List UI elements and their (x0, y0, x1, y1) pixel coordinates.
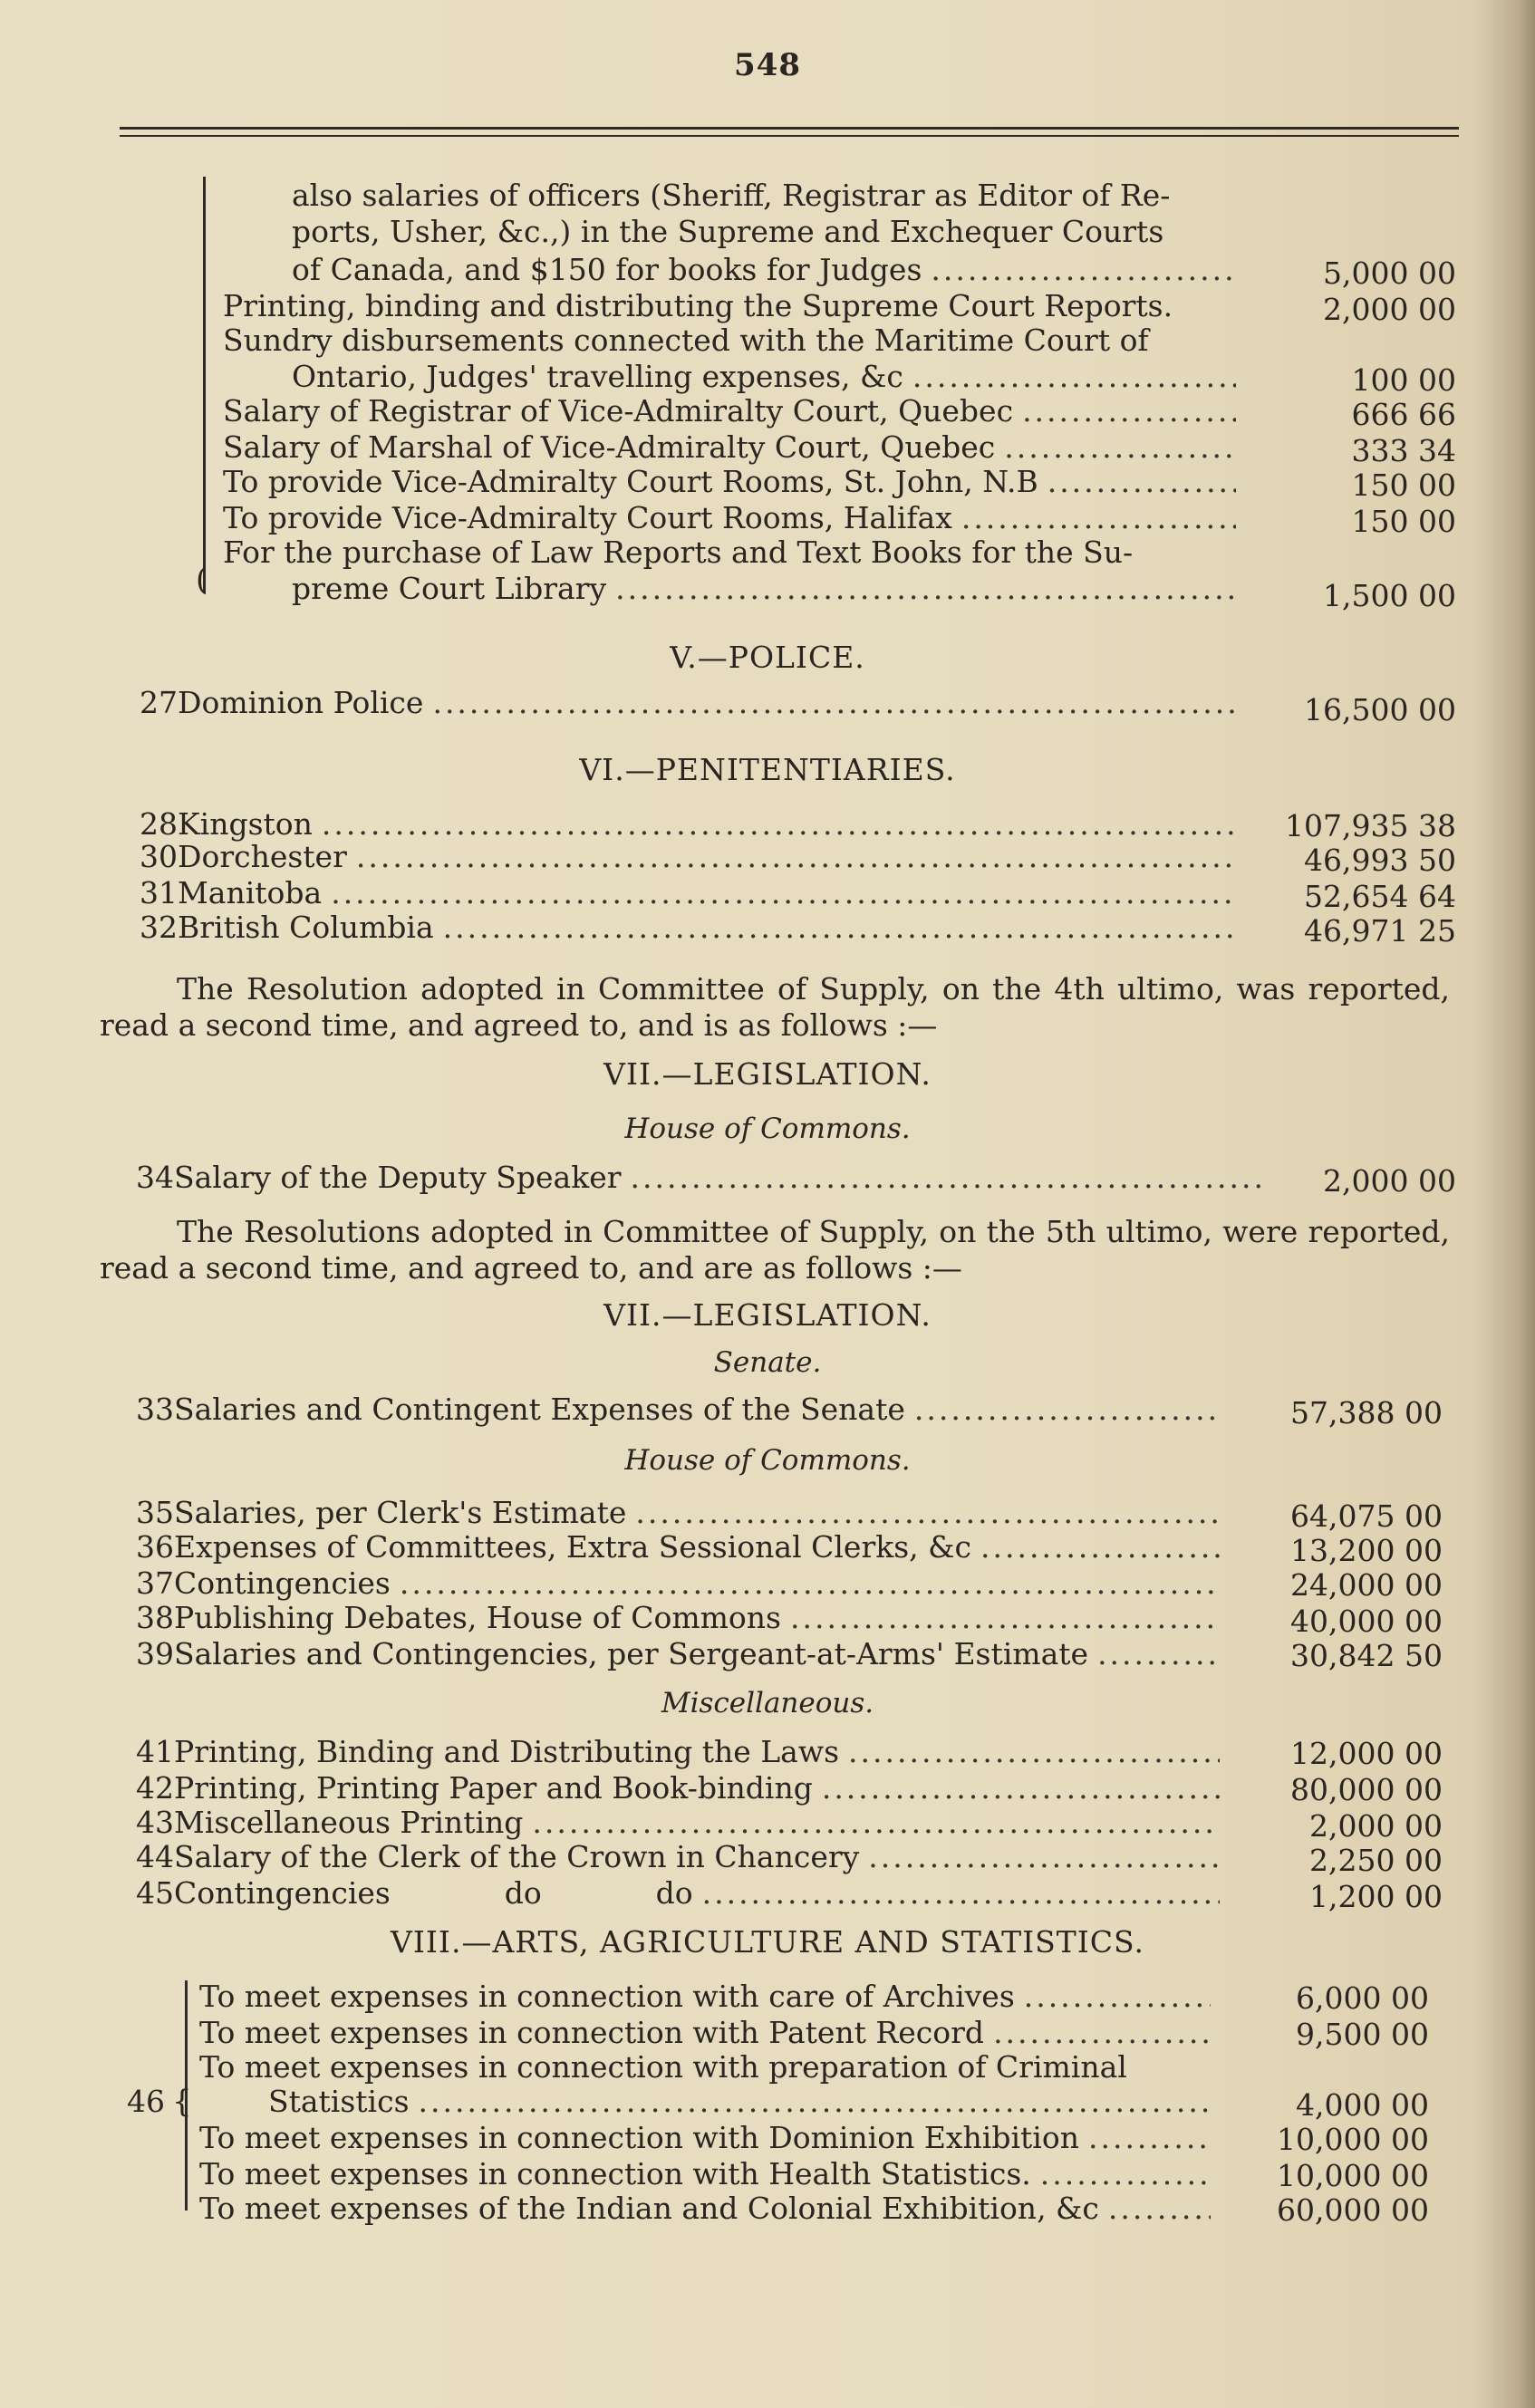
item-amount: 2,000 00 (1323, 292, 1456, 327)
section-heading-legislation: VII.—LEGISLATION. (603, 1297, 932, 1333)
item-label: Contingencies do do (174, 1875, 693, 1911)
legislation-item (136, 1160, 1274, 1196)
dot-leader (635, 1495, 1220, 1531)
dot-leader (432, 685, 1236, 721)
paragraph-line: The Resolution adopted in Committee of Supply, on the 4th ultimo, was reported, (177, 971, 1450, 1007)
dot-leader (1097, 1636, 1220, 1672)
item-amount: 150 00 (1351, 467, 1456, 503)
item-label: Printing, Printing Paper and Book-binding (174, 1770, 813, 1806)
justice-item (223, 429, 1245, 466)
paragraph-line: read a second time, and agreed to, and are as follows :— (100, 1250, 962, 1286)
commons-item (136, 1565, 1229, 1602)
item-number: 31 (140, 875, 178, 910)
misc-item (136, 1770, 1229, 1806)
item-amount: 10,000 00 (1277, 2122, 1429, 2157)
justice-item (292, 359, 1245, 395)
item-label: Dominion Police (178, 685, 424, 720)
item-label: Salary of the Clerk of the Crown in Chancery (174, 1839, 860, 1874)
arts-item (199, 2156, 1220, 2192)
item-label: of Canada, and $150 for books for Judges (292, 252, 922, 287)
item-label: To provide Vice-Admiralty Court Rooms, Halifax (223, 500, 952, 535)
penitentiary-item (140, 875, 1245, 911)
item-label: Dorchester (178, 839, 347, 874)
justice-line: also salaries of officers (Sheriff, Registrar as Editor of Re- (292, 178, 1171, 213)
item-number: 34 (136, 1160, 174, 1195)
item-number: 35 (136, 1495, 174, 1530)
item-amount: 60,000 00 (1277, 2192, 1429, 2228)
item-label: Salary of Registrar of Vice-Admiralty Court, Quebec (223, 393, 1014, 429)
section-heading-arts: VIII.—ARTS, AGRICULTURE AND STATISTICS. (391, 1924, 1144, 1960)
group-bracket-justice (203, 177, 206, 593)
item-amount: 2,000 00 (1309, 1808, 1443, 1844)
dot-leader (400, 1565, 1220, 1602)
paragraph-line: The Resolutions adopted in Committee of Supply, on the 5th ultimo, were reported, (177, 1214, 1450, 1249)
item-amount: 6,000 00 (1296, 1980, 1429, 2016)
dot-leader (914, 1392, 1220, 1428)
item-label: Salary of Marshal of Vice-Admiralty Court, Quebec (223, 429, 996, 465)
item-label: To meet expenses in connection with care of Archives (199, 1979, 1015, 2014)
dot-leader (532, 1805, 1220, 1841)
justice-item (292, 252, 1245, 288)
item-label: To provide Vice-Admiralty Court Rooms, St. John, N.B (223, 464, 1038, 499)
item-amount: 57,388 00 (1290, 1395, 1443, 1430)
header-rule-bottom (120, 135, 1459, 137)
dot-leader (868, 1839, 1220, 1875)
arts-item (199, 2120, 1220, 2156)
justice-item (292, 571, 1245, 607)
commons-item (136, 1636, 1229, 1672)
section-heading-legislation: VII.—LEGISLATION. (603, 1056, 932, 1092)
item-number: 42 (136, 1770, 174, 1806)
item-label: Salaries and Contingent Expenses of the Senate (174, 1392, 905, 1427)
senate-item (136, 1392, 1229, 1428)
page-number: 548 (734, 47, 801, 83)
commons-item (136, 1600, 1229, 1636)
item-label: Publishing Debates, House of Commons (174, 1600, 781, 1635)
arts-item (199, 1979, 1220, 2015)
misc-item (136, 1734, 1229, 1770)
item-label: Contingencies (174, 1565, 391, 1601)
item-number: 41 (136, 1734, 174, 1769)
item-label: Salaries and Contingencies, per Sergeant-at-Arms' Estimate (174, 1636, 1089, 1671)
item-number: 39 (136, 1636, 174, 1671)
item-number: 36 (136, 1529, 174, 1565)
dot-leader (1088, 2120, 1211, 2156)
section-heading-police: V.—POLICE. (670, 640, 865, 675)
commons-item (136, 1529, 1229, 1565)
arts-item (268, 2084, 1220, 2120)
commons-item (136, 1495, 1229, 1531)
resolution-paragraph (100, 1214, 1450, 1286)
item-amount: 52,654 64 (1304, 879, 1456, 914)
item-number: 45 (136, 1875, 174, 1911)
item-label: Ontario, Judges' travelling expenses, &c (292, 359, 903, 394)
item-label: Salaries, per Clerk's Estimate (174, 1495, 627, 1530)
paragraph-line: read a second time, and agreed to, and is as follows :— (100, 1007, 938, 1043)
arts-item (199, 2191, 1220, 2227)
item-amount: 46,993 50 (1304, 843, 1456, 878)
dot-leader (1024, 1979, 1211, 2015)
item-number: 33 (136, 1392, 174, 1427)
justice-item (223, 288, 1243, 324)
item-label: To meet expenses in connection with Health Statistics. (199, 2156, 1031, 2191)
justice-item (223, 500, 1245, 536)
group-number: 46 (127, 2084, 165, 2119)
subheading-house-of-commons: House of Commons. (624, 1444, 911, 1477)
dot-leader (1022, 393, 1236, 429)
item-label: preme Court Library (292, 571, 607, 606)
item-number: 38 (136, 1600, 174, 1635)
dot-leader (1047, 464, 1236, 500)
dot-leader (331, 875, 1236, 911)
subheading-house-of-commons: House of Commons. (624, 1112, 911, 1145)
item-amount: 10,000 00 (1277, 2158, 1429, 2193)
resolution-paragraph (100, 971, 1450, 1044)
dot-leader (912, 359, 1236, 395)
dot-leader (980, 1529, 1220, 1565)
item-amount: 5,000 00 (1323, 255, 1456, 291)
justice-item (223, 464, 1245, 500)
item-amount: 13,200 00 (1290, 1533, 1443, 1568)
dot-leader (822, 1770, 1220, 1806)
item-label: Printing, Binding and Distributing the Laws (174, 1734, 840, 1769)
item-label: Expenses of Committees, Extra Sessional Clerks, &c (174, 1529, 971, 1565)
subheading-miscellaneous: Miscellaneous. (661, 1687, 874, 1719)
item-label: To meet expenses in connection with Dominion Exhibition (199, 2120, 1079, 2155)
penitentiary-item (140, 806, 1245, 843)
subheading-senate: Senate. (713, 1346, 822, 1379)
item-label: Salary of the Deputy Speaker (174, 1160, 622, 1195)
dot-leader (631, 1160, 1265, 1196)
item-amount: 2,000 00 (1323, 1163, 1456, 1199)
item-amount: 64,075 00 (1290, 1498, 1443, 1534)
penitentiary-item (140, 910, 1245, 946)
dot-leader (848, 1734, 1220, 1770)
item-label: British Columbia (178, 910, 434, 945)
penitentiary-item (140, 839, 1245, 875)
item-label: Manitoba (178, 875, 323, 910)
dot-leader (993, 2015, 1211, 2051)
dot-leader (443, 910, 1236, 946)
item-amount: 4,000 00 (1296, 2087, 1429, 2123)
header-rule-top (120, 127, 1459, 130)
group-brace-end: ( (196, 562, 208, 598)
item-number: 37 (136, 1565, 174, 1601)
item-label: Kingston (178, 806, 313, 842)
item-amount: 1,500 00 (1323, 578, 1456, 613)
dot-leader (931, 252, 1236, 288)
justice-line: ports, Usher, &c.,) in the Supreme and Exchequer Courts (292, 214, 1164, 249)
dot-leader (702, 1875, 1220, 1912)
justice-item (223, 393, 1245, 429)
item-label: Statistics (268, 2084, 410, 2119)
item-amount: 107,935 38 (1285, 808, 1456, 843)
item-number: 43 (136, 1805, 174, 1840)
item-amount: 40,000 00 (1290, 1604, 1443, 1639)
item-number: 27 (140, 685, 178, 720)
dot-leader (1108, 2191, 1211, 2227)
item-amount: 666 66 (1351, 397, 1456, 432)
arts-item (199, 2015, 1220, 2051)
police-item (140, 685, 1245, 721)
misc-item (136, 1805, 1229, 1841)
arts-line: To meet expenses in connection with preparation of Criminal (199, 2049, 1127, 2085)
dot-leader (1004, 429, 1236, 466)
dot-leader (961, 500, 1236, 536)
item-amount: 150 00 (1351, 504, 1456, 539)
dot-leader (790, 1600, 1220, 1636)
item-amount: 100 00 (1351, 362, 1456, 398)
item-amount: 1,200 00 (1309, 1879, 1443, 1914)
dot-leader (419, 2084, 1211, 2120)
item-amount: 9,500 00 (1296, 2017, 1429, 2052)
item-number: 30 (140, 839, 178, 874)
item-number: 44 (136, 1839, 174, 1874)
dot-leader (1040, 2156, 1211, 2192)
item-label: Printing, binding and distributing the Supreme Court Reports. (223, 288, 1173, 323)
item-amount: 46,971 25 (1304, 913, 1456, 949)
item-label: Miscellaneous Printing (174, 1805, 524, 1840)
dot-leader (356, 839, 1236, 875)
item-amount: 12,000 00 (1290, 1736, 1443, 1771)
item-amount: 80,000 00 (1290, 1772, 1443, 1807)
section-heading-penitentiaries: VI.—PENITENTIARIES. (579, 752, 956, 787)
item-label: To meet expenses of the Indian and Colonial Exhibition, &c (199, 2191, 1099, 2226)
justice-line: For the purchase of Law Reports and Text Books for the Su- (223, 535, 1134, 570)
item-amount: 16,500 00 (1304, 692, 1456, 727)
item-amount: 333 34 (1351, 433, 1456, 468)
dot-leader (322, 806, 1236, 843)
dot-leader (615, 571, 1236, 607)
item-amount: 24,000 00 (1290, 1567, 1443, 1603)
misc-item (136, 1839, 1229, 1875)
item-label: To meet expenses in connection with Patent Record (199, 2015, 985, 2050)
item-number: 28 (140, 806, 178, 842)
item-amount: 30,842 50 (1290, 1638, 1443, 1673)
item-number: 32 (140, 910, 178, 945)
item-amount: 2,250 00 (1309, 1843, 1443, 1878)
justice-line: Sundry disbursements connected with the Maritime Court of (223, 323, 1149, 358)
group-brace-middle: { (172, 2084, 192, 2120)
misc-item (136, 1875, 1229, 1912)
